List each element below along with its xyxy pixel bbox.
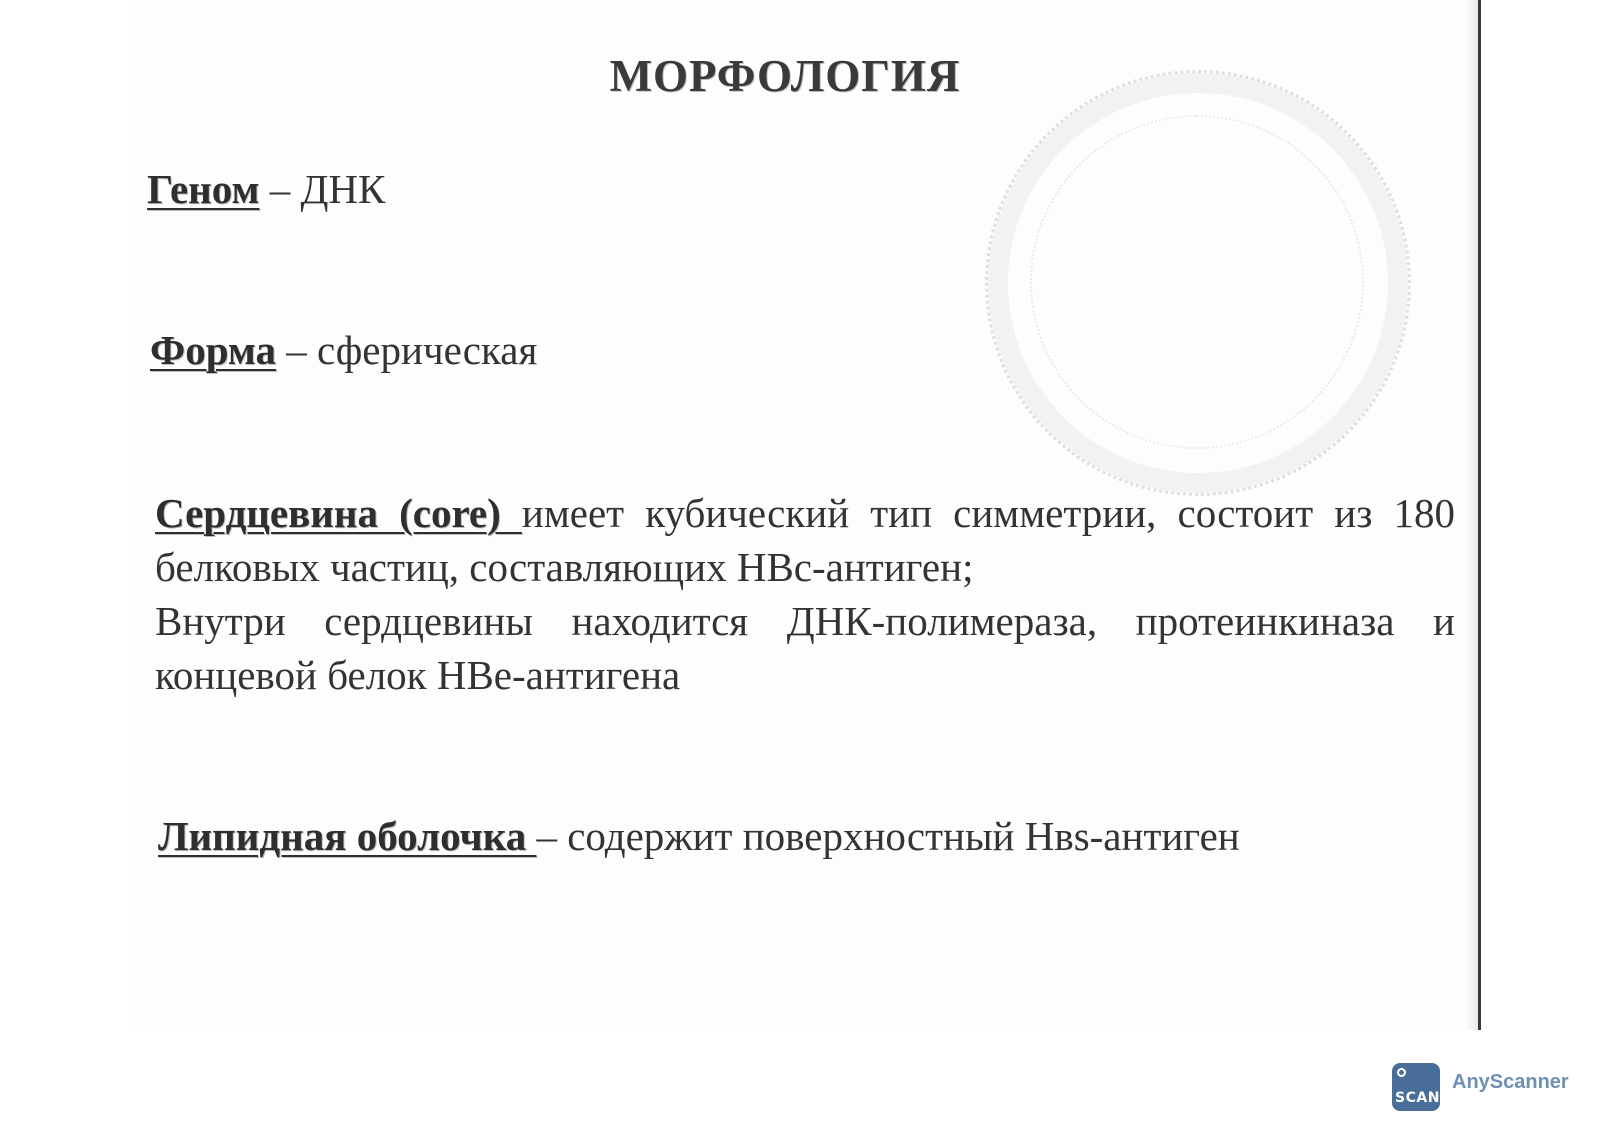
anyscanner-logo [1392,1063,1440,1111]
core-inside-text: Внутри сердцевины находится ДНК-полимераза, протеинкиназа и концевой белок НВе-антигена [155,598,1455,698]
faded-stamp-inner [1030,115,1364,449]
core-paragraph [155,486,1455,702]
anyscanner-brand: AnyScanner [1452,1071,1569,1093]
genome-line [147,165,385,213]
envelope-text: – содержит поверхностный Нвs-антиген [536,813,1240,859]
envelope-term: Липидная оболочка [158,813,537,859]
logo-scan-text: SCAN [1395,1090,1440,1106]
envelope-line [158,812,1240,860]
page-edge-line [1478,0,1481,1030]
genome-text: – ДНК [259,166,386,212]
form-line [150,326,537,374]
core-text: имеет кубический тип симметрии, состоит из 180 белковых частиц, составляющих НВс-антиген; [155,490,1455,590]
logo-dot-icon [1397,1068,1406,1077]
form-text: – сферическая [276,327,538,373]
page-edge-shadow [1466,0,1478,1030]
core-term: Сердцевина (core) [155,490,522,536]
page-title: МОРФОЛОГИЯ [609,51,961,101]
form-term: Форма [150,327,277,373]
genome-term: Геном [147,166,260,212]
